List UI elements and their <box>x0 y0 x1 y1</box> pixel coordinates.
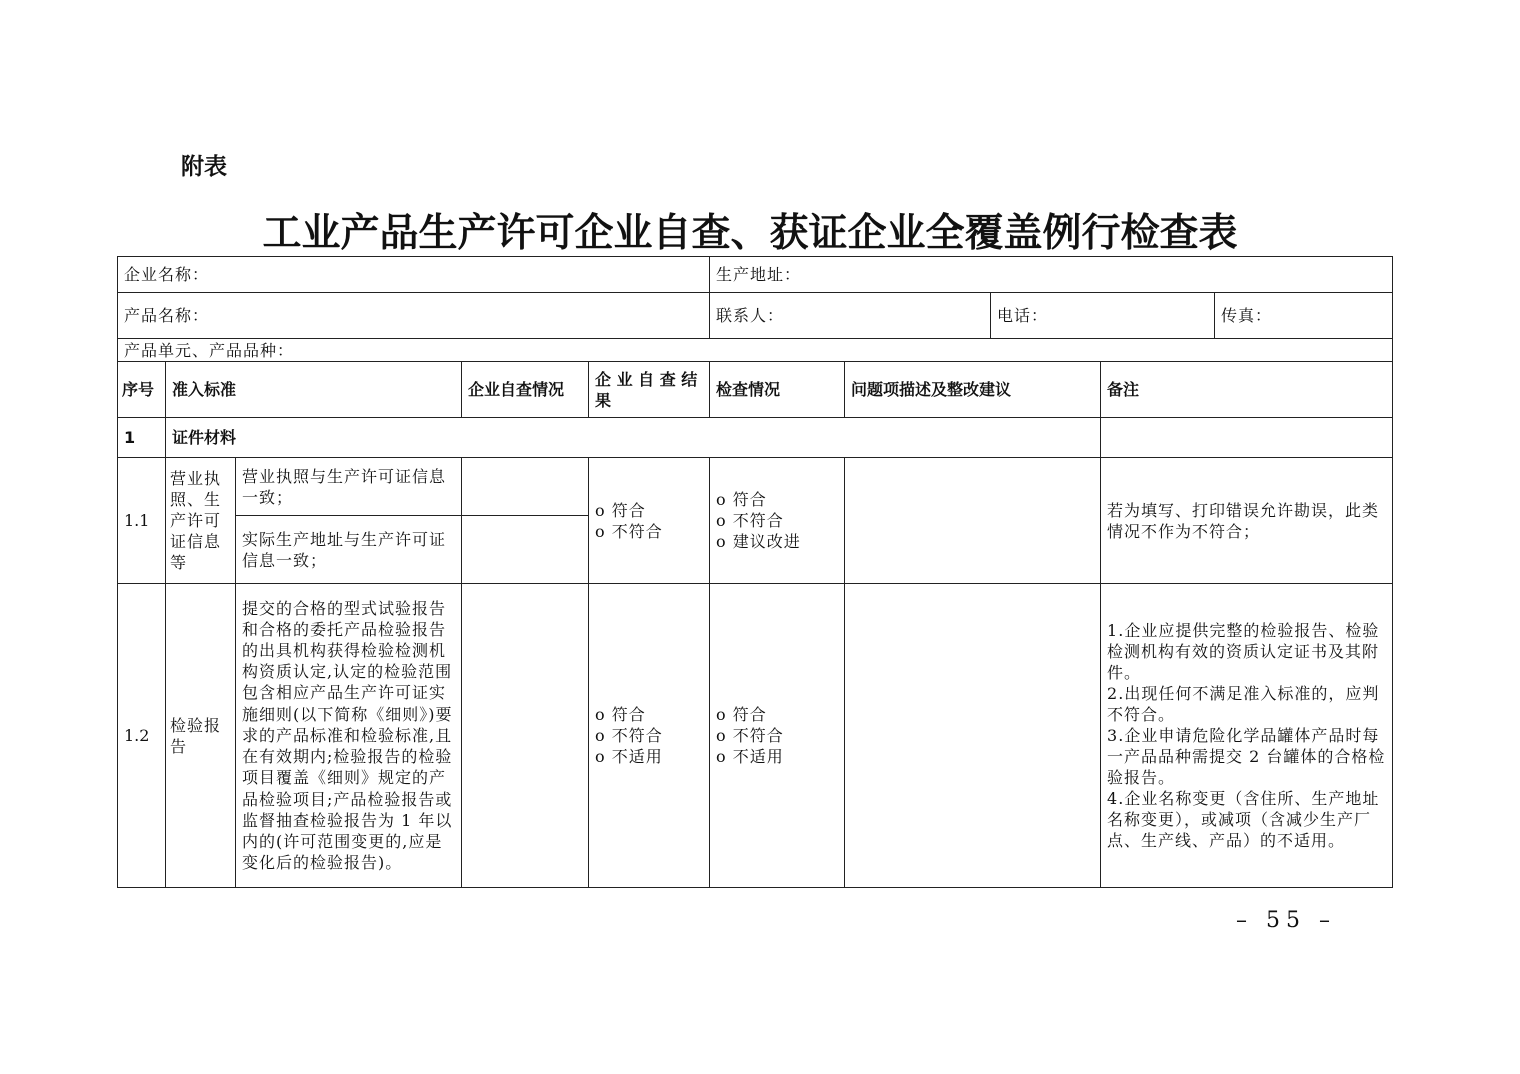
row-1-2 <box>118 584 1393 888</box>
inspection-option[interactable]: o 建议改进 <box>716 532 801 551</box>
row-1-2-category: 检验报告 <box>166 584 236 888</box>
page-number: – 55 – <box>1236 908 1336 933</box>
inspection-option[interactable]: o 不符合 <box>716 726 784 745</box>
header-inspection: 检查情况 <box>710 362 845 418</box>
section-remark <box>1101 418 1393 458</box>
row-1-1-remark: 若为填写、打印错误允许勘误，此类情况不作为不符合； <box>1101 458 1393 584</box>
self-result-option[interactable]: o 不符合 <box>595 521 663 541</box>
row-1-1-number: 1.1 <box>118 458 166 584</box>
header-standard: 准入标准 <box>166 362 462 418</box>
self-result-option[interactable]: o 不适用 <box>595 747 663 766</box>
self-result-option[interactable]: o 符合 <box>595 500 646 520</box>
inspection-table <box>117 256 1393 888</box>
header-self-result: 企 业 自 查 结果 <box>589 362 710 418</box>
self-result-option[interactable]: o 符合 <box>595 705 646 724</box>
info-row-3 <box>118 339 1393 362</box>
inspection-option[interactable]: o 符合 <box>716 490 767 509</box>
header-self-check: 企业自查情况 <box>462 362 589 418</box>
phone-field[interactable]: 电话： <box>991 293 1215 339</box>
section-title: 证件材料 <box>166 418 1101 458</box>
row-1-1-standard-b: 实际生产地址与生产许可证信息一致； <box>236 516 462 584</box>
row-1-1-standard-a: 营业执照与生产许可证信息一致； <box>236 458 462 516</box>
inspection-option[interactable]: o 不适用 <box>716 747 784 766</box>
inspection-option[interactable]: o 不符合 <box>716 511 784 530</box>
header-seq: 序号 <box>118 362 166 418</box>
contact-field[interactable]: 联系人： <box>710 293 991 339</box>
self-result-option[interactable]: o 不符合 <box>595 726 663 745</box>
row-1-1-category: 营业执照、生产许可证信息等 <box>166 458 236 584</box>
appendix-label: 附表 <box>181 154 227 180</box>
row-1-2-standard: 提交的合格的型式试验报告和合格的委托产品检验报告的出具机构获得检验检测机构资质认定,认定的检验范围包含相应产品生产许可证实施细则(以下简称《细则》)要求的产品标准和检验标准,且在有效期内;检验报告的检验项目覆盖《细则》规定的产品检验项目;产品检验报告或监督抽查检验报告为 1 年以内的(许可范围变更的,应是变化后的检验报告)。 <box>236 584 462 888</box>
row-1-2-self-check[interactable] <box>462 584 589 888</box>
row-1-1a <box>118 458 1393 516</box>
header-row <box>118 362 1393 418</box>
company-name-field[interactable]: 企业名称： <box>118 257 710 293</box>
production-address-field[interactable]: 生产地址： <box>710 257 1393 293</box>
section-number: 1 <box>118 418 166 458</box>
row-1-1-issue[interactable] <box>845 458 1101 584</box>
row-1-2-inspection[interactable] <box>710 584 845 888</box>
row-1-2-number: 1.2 <box>118 584 166 888</box>
header-remark: 备注 <box>1101 362 1393 418</box>
product-unit-field[interactable]: 产品单元、产品品种： <box>118 339 1393 362</box>
section-row <box>118 418 1393 458</box>
row-1-1-self-check-a[interactable] <box>462 458 589 516</box>
page-title: 工业产品生产许可企业自查、获证企业全覆盖例行检查表 <box>262 210 1238 256</box>
fax-field[interactable]: 传真： <box>1215 293 1393 339</box>
remark-item: 3.企业申请危险化学品罐体产品时每一产品品种需提交 2 台罐体的合格检验报告。 <box>1107 726 1386 787</box>
product-name-field[interactable]: 产品名称： <box>118 293 710 339</box>
row-1-1-inspection[interactable] <box>710 458 845 584</box>
row-1-1-self-check-b[interactable] <box>462 516 589 584</box>
remark-item: 2.出现任何不满足准入标准的，应判不符合。 <box>1107 684 1380 724</box>
row-1-2-self-result[interactable] <box>589 584 710 888</box>
row-1-2-remark <box>1101 584 1393 888</box>
info-row-2 <box>118 293 1393 339</box>
header-issue: 问题项描述及整改建议 <box>845 362 1101 418</box>
remark-item: 1.企业应提供完整的检验报告、检验检测机构有效的资质认定证书及其附件。 <box>1107 621 1380 682</box>
row-1-2-issue[interactable] <box>845 584 1101 888</box>
row-1-1-self-result[interactable] <box>589 458 710 584</box>
info-row-1 <box>118 257 1393 293</box>
inspection-option[interactable]: o 符合 <box>716 705 767 724</box>
remark-item: 4.企业名称变更（含住所、生产地址名称变更），或减项（含减少生产厂点、生产线、产品）的不适用。 <box>1107 789 1380 850</box>
